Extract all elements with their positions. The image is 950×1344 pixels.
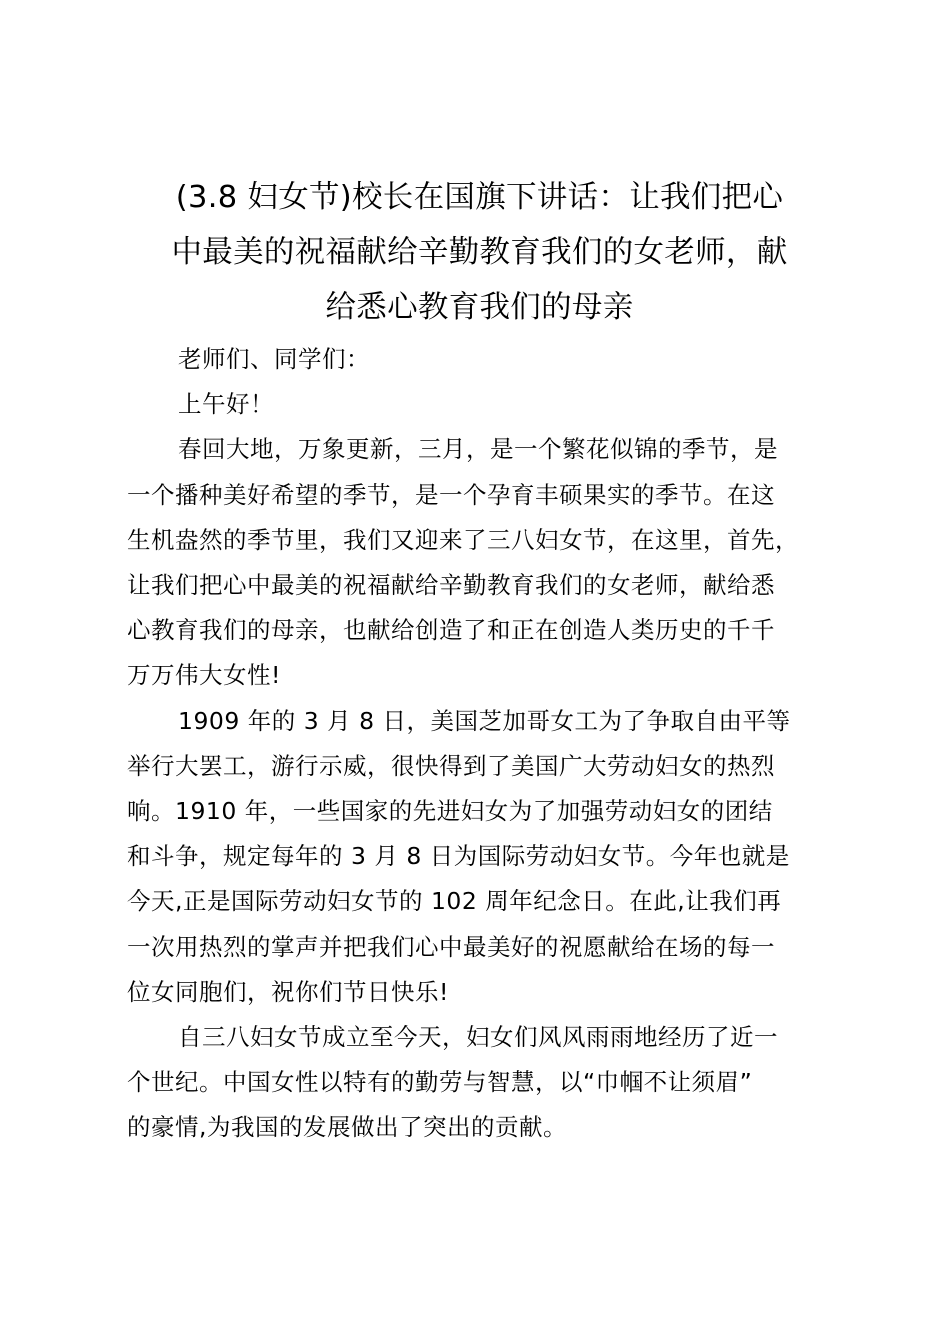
salutation: 老师们、同学们：	[178, 345, 370, 373]
greeting: 上午好！	[178, 390, 274, 419]
document-title: (3.8 妇女节)校长在国旗下讲话：让我们把心 中最美的祝福献给辛勤教育我们的女老师，献 给悉心教育我们的母亲	[171, 180, 788, 325]
document-body	[127, 337, 832, 1151]
paragraph-spring: 春回大地，万象更新，三月，是一个繁花似锦的季节，是 一个播种美好希望的季节，是一个孕育丰硕果实的季节。在这 生机盎然的季节里，我们又迎来了三八妇女节，在这里，首先， 让我们把心中最美的祝福献给辛勤教育我们的女老师，献给悉 心教育我们的母亲，也献给创造了和正在创造人类历史的千千 万万伟大女性!	[127, 435, 799, 690]
paragraph-century: 自三八妇女节成立至今天，妇女们风风雨雨地经历了近一 个世纪。中国女性以特有的勤劳与智慧，以“巾帼不让须眉” 的豪情,为我国的发展做出了突出的贡献。	[127, 1023, 778, 1142]
document-page	[127, 170, 832, 1151]
paragraph-history: 1909 年的 3 月 8 日，美国芝加哥女工为了争取自由平等 举行大罢工，游行示威，很快得到了美国广大劳动妇女的热烈 响。1910 年，一些国家的先进妇女为了加强劳动妇女的团结 和斗争，规定每年的 3 月 8 日为国际劳动妇女节。今年也就是 今天,正是国际劳动妇女节的 102 周年纪念日。在此,让我们再 一次用热烈的掌声并把我们心中最美好的祝愿献给在场的每一 位女同胞们，祝你们节日快乐!	[127, 706, 791, 1006]
